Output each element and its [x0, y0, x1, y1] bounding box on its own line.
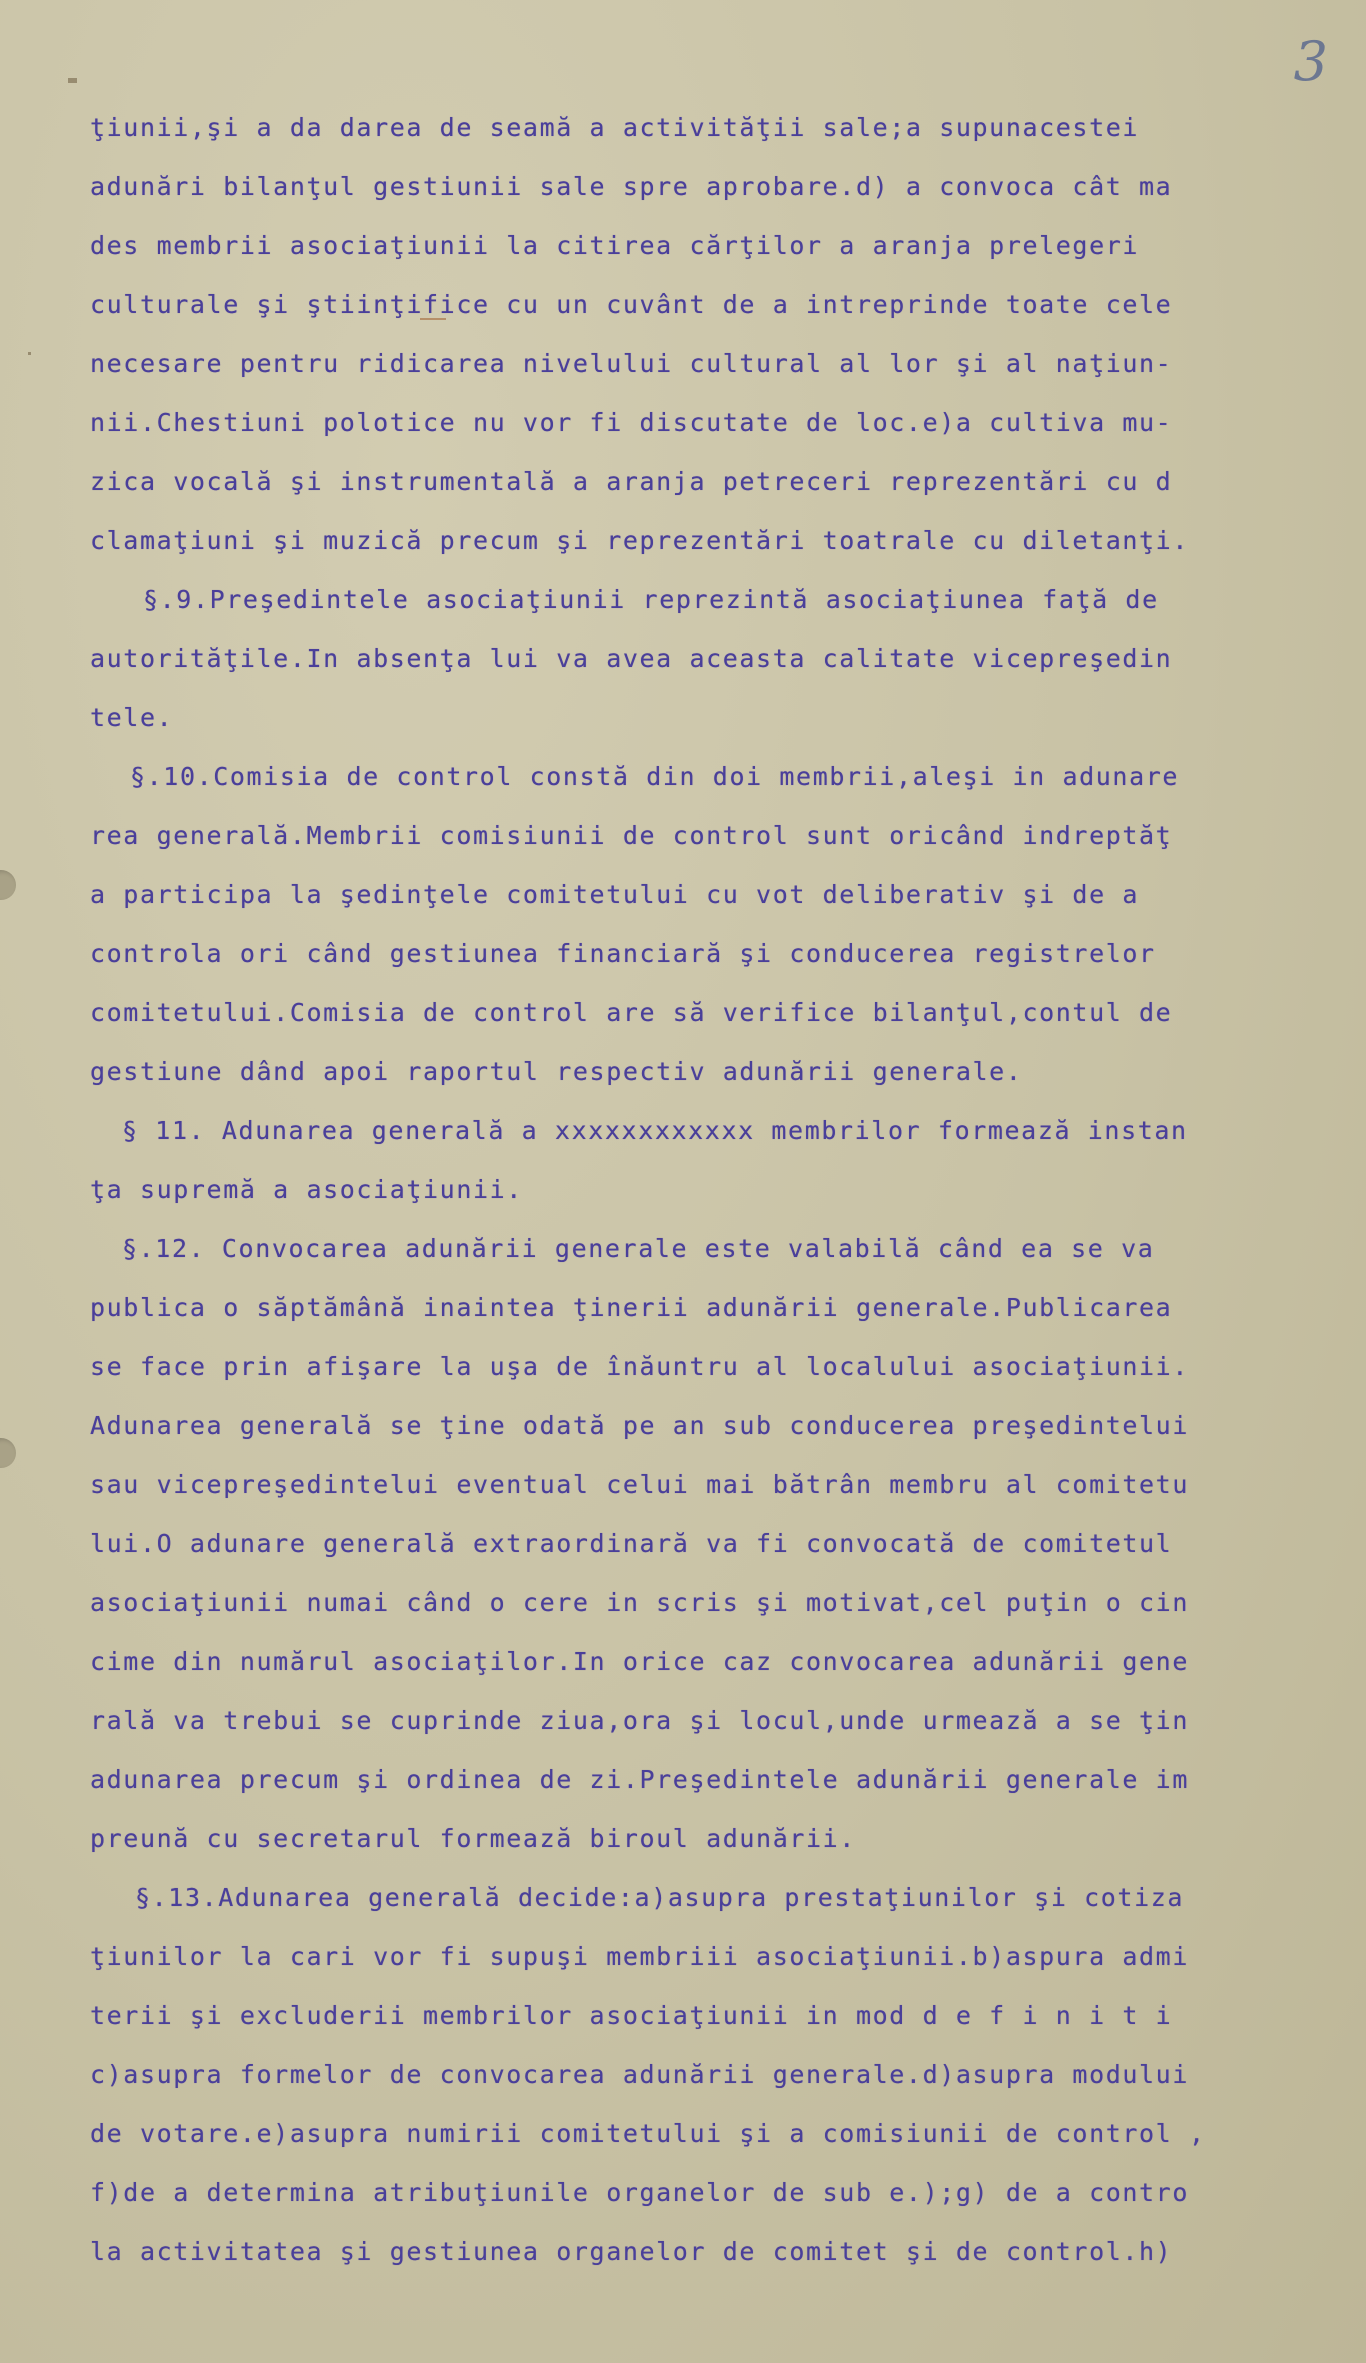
text-line: a participa la şedinţele comitetului cu vot deliberativ şi de a	[90, 880, 1140, 909]
text-line: lui.O adunare generală extraordinară va fi convocată de comitetul	[90, 1529, 1173, 1558]
page-number: 3	[1293, 30, 1328, 93]
text-line: rală va trebui se cuprinde ziua,ora şi locul,unde urmează a se ţin	[90, 1706, 1189, 1735]
text-line: comitetului.Comisia de control are să verifice bilanţul,contul de	[90, 998, 1173, 1027]
text-line: asociaţiunii numai când o cere in scris şi motivat,cel puţin o cin	[90, 1588, 1189, 1617]
text-line: f)de a determina atribuţiunile organelor de sub e.);g) de a contro	[90, 2178, 1189, 2207]
text-line: ţiunilor la cari vor fi supuşi membriii asociaţiunii.b)aspura admi	[90, 1942, 1189, 1971]
text-line: tele.	[90, 703, 174, 732]
text-line: la activitatea şi gestiunea organelor de comitet şi de control.h)	[90, 2237, 1173, 2266]
text-line: autorităţile.In absenţa lui va avea aceasta calitate vicepreşedin	[90, 644, 1173, 673]
text-line: terii şi excluderii membrilor asociaţiunii in mod d e f i n i t i	[90, 2001, 1173, 2030]
text-line: gestiune dând apoi raportul respectiv adunării generale.	[90, 1057, 1023, 1086]
text-line: rea generală.Membrii comisiunii de control sunt oricând indreptăţ	[90, 821, 1173, 850]
text-line: adunarea precum şi ordinea de zi.Preşedintele adunării generale im	[90, 1765, 1189, 1794]
text-line: sau vicepreşedintelui eventual celui mai bătrân membru al comitetu	[90, 1470, 1189, 1499]
text-line: cime din numărul asociaţilor.In orice caz convocarea adunării gene	[90, 1647, 1189, 1676]
text-line: de votare.e)asupra numirii comitetului şi a comisiunii de control ,	[90, 2119, 1206, 2148]
section-heading-line: §.12. Convocarea adunării generale este valabilă când ea se va	[122, 1234, 1155, 1263]
text-line: necesare pentru ridicarea nivelului cultural al lor şi al naţiun-	[90, 349, 1173, 378]
section-heading-line: §.10.Comisia de control constă din doi membrii,aleşi in adunare	[130, 762, 1180, 791]
section-heading-line: §.13.Adunarea generală decide:a)asupra prestaţiunilor şi cotiza	[135, 1883, 1185, 1912]
punch-hole	[0, 870, 16, 900]
text-line: controla ori când gestiunea financiară şi conducerea registrelor	[90, 939, 1156, 968]
text-line: preună cu secretarul formează biroul adunării.	[90, 1824, 856, 1853]
text-line: culturale şi ştiinţifice cu un cuvânt de a intreprinde toate cele	[90, 290, 1173, 319]
ink-speck	[68, 78, 77, 83]
text-line: des membrii asociaţiunii la citirea cărţilor a aranja prelegeri	[90, 231, 1140, 260]
text-line: zica vocală şi instrumentală a aranja petreceri reprezentări cu d	[90, 467, 1173, 496]
typed-text-body	[90, 98, 1360, 2281]
text-line: ţa supremă a asociaţiunii.	[90, 1175, 523, 1204]
text-line: nii.Chestiuni polotice nu vor fi discutate de loc.e)a cultiva mu-	[90, 408, 1173, 437]
text-line: se face prin afişare la uşa de înăuntru al localului asociaţiunii.	[90, 1352, 1189, 1381]
text-line: Adunarea generală se ţine odată pe an sub conducerea preşedintelui	[90, 1411, 1189, 1440]
text-line: adunări bilanţul gestiunii sale spre aprobare.d) a convoca cât ma	[90, 172, 1173, 201]
section-heading-line: §.9.Preşedintele asociaţiunii reprezintă asociaţiunea faţă de	[143, 585, 1159, 614]
text-line: publica o săptămână inaintea ţinerii adunării generale.Publicarea	[90, 1293, 1173, 1322]
text-line: c)asupra formelor de convocarea adunării generale.d)asupra modului	[90, 2060, 1189, 2089]
ink-speck	[28, 352, 31, 355]
section-heading-line: § 11. Adunarea generală a xxxxxxxxxxxx membrilor formează instan	[122, 1116, 1188, 1145]
text-line: ţiunii,şi a da darea de seamă a activităţii sale;a supunacestei	[90, 113, 1140, 142]
text-line: clamaţiuni şi muzică precum şi reprezentări toatrale cu diletanţi.	[90, 526, 1189, 555]
punch-hole	[0, 1438, 16, 1468]
